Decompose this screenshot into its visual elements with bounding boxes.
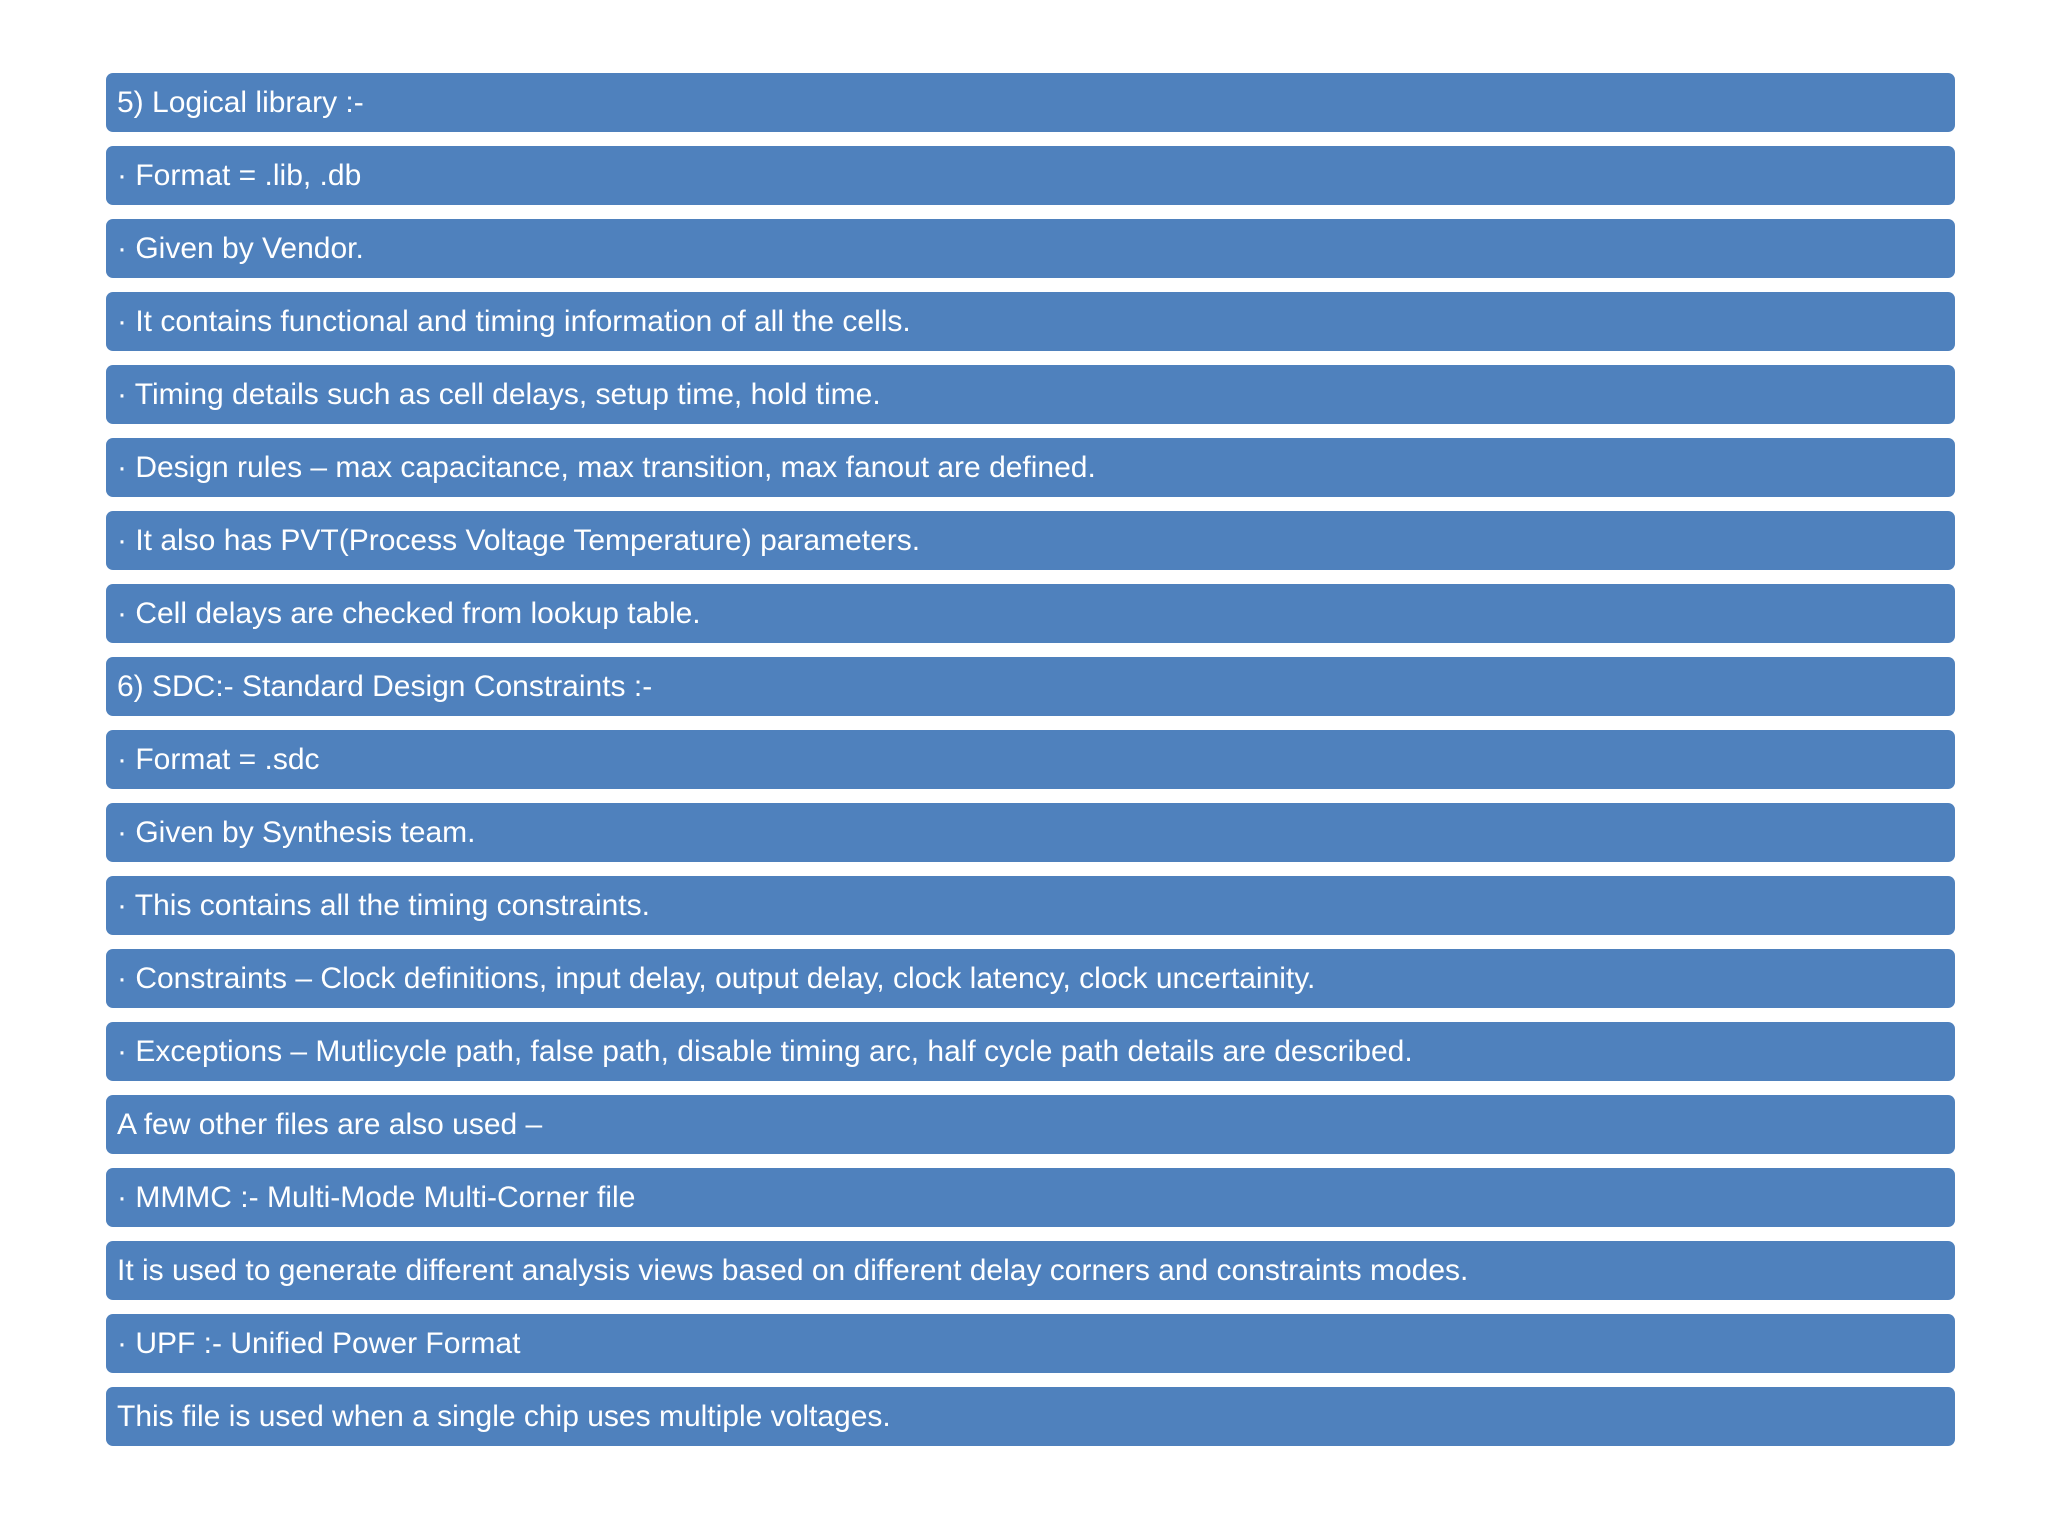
list-item-lib-source: · Given by Vendor. xyxy=(106,219,1955,278)
list-item-sdc-format: · Format = .sdc xyxy=(106,730,1955,789)
list-item-lib-format: · Format = .lib, .db xyxy=(106,146,1955,205)
list-item-constraints: · Constraints – Clock definitions, input delay, output delay, clock latency, clock uncertainity. xyxy=(106,949,1955,1008)
list-item-logical-library-heading: 5) Logical library :- xyxy=(106,73,1955,132)
list-item-lib-contents: · It contains functional and timing information of all the cells. xyxy=(106,292,1955,351)
list-item-upf-description: This file is used when a single chip uses multiple voltages. xyxy=(106,1387,1955,1446)
list-item-timing-details: · Timing details such as cell delays, setup time, hold time. xyxy=(106,365,1955,424)
list-item-mmmc-description: It is used to generate different analysis views based on different delay corners and constraints modes. xyxy=(106,1241,1955,1300)
list-item-pvt-parameters: · It also has PVT(Process Voltage Temperature) parameters. xyxy=(106,511,1955,570)
list-item-mmmc: · MMMC :- Multi-Mode Multi-Corner file xyxy=(106,1168,1955,1227)
list-item-sdc-contents: · This contains all the timing constraints. xyxy=(106,876,1955,935)
list-item-exceptions: · Exceptions – Mutlicycle path, false path, disable timing arc, half cycle path details are described. xyxy=(106,1022,1955,1081)
list-item-design-rules: · Design rules – max capacitance, max transition, max fanout are defined. xyxy=(106,438,1955,497)
list-item-cell-delays: · Cell delays are checked from lookup table. xyxy=(106,584,1955,643)
list-item-upf: · UPF :- Unified Power Format xyxy=(106,1314,1955,1373)
bullet-list xyxy=(106,73,1955,1446)
list-item-other-files-heading: A few other files are also used – xyxy=(106,1095,1955,1154)
list-item-sdc-heading: 6) SDC:- Standard Design Constraints :- xyxy=(106,657,1955,716)
list-item-sdc-source: · Given by Synthesis team. xyxy=(106,803,1955,862)
